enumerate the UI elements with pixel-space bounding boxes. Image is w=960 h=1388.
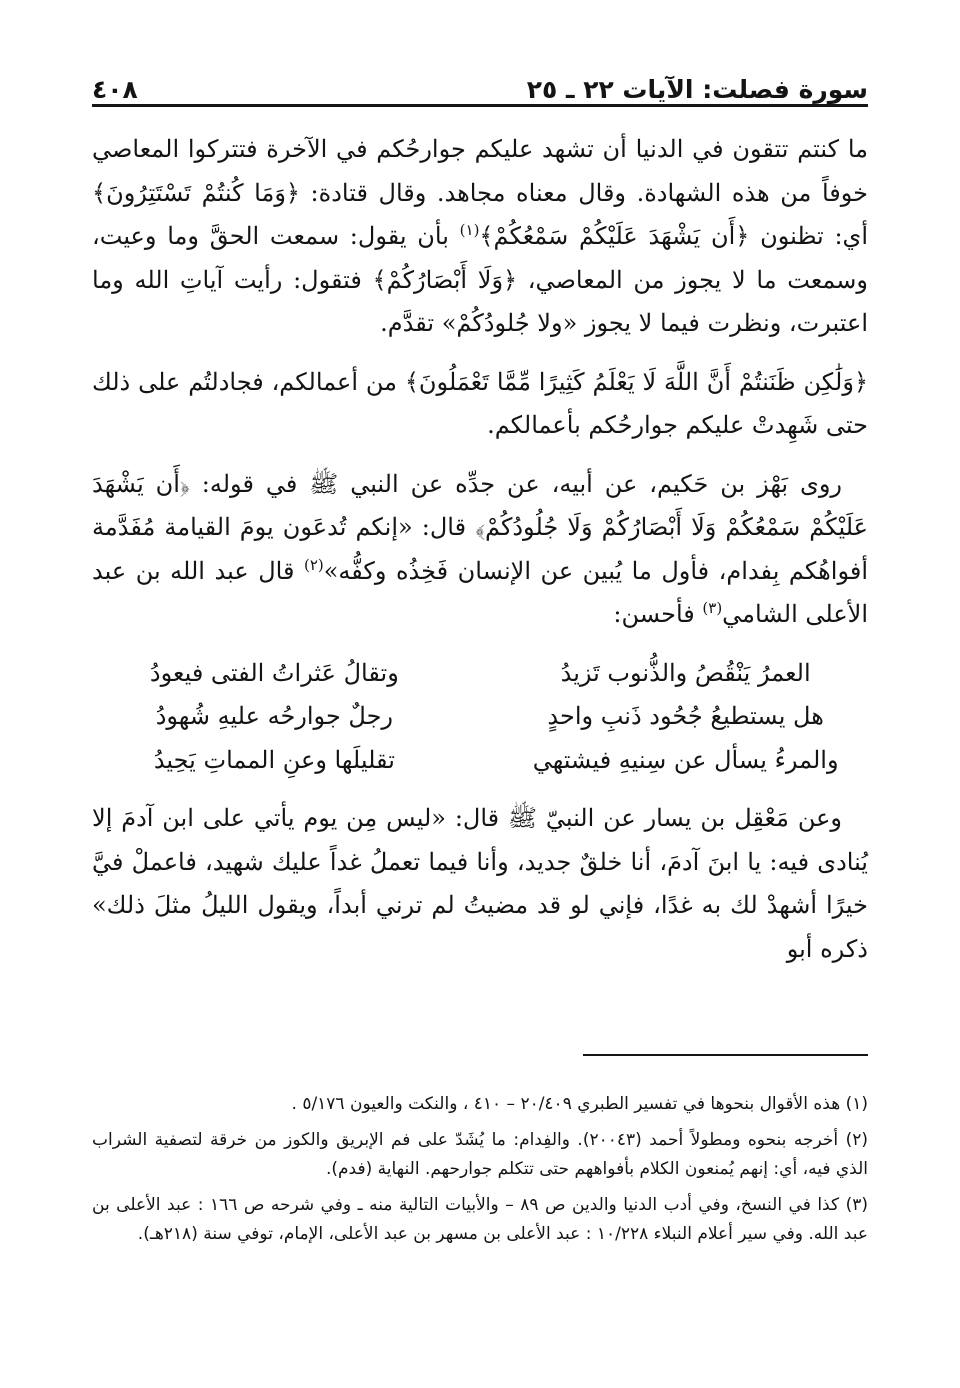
paragraph-1 (92, 128, 868, 346)
poem-verse (92, 652, 868, 696)
verse-right-hemistich: والمرءُ يسأل عن سِنيهِ فيشتهي (532, 745, 839, 774)
header-divider (92, 104, 868, 107)
footnote-ref-1: (١) (459, 221, 480, 239)
paragraph-1-continuation: بأن يقول: سمعت الحقَّ وما وعيت، وسمعت ما لا يجوز من المعاصي، ﴿وَلَا أَبْصَارُكُمْ﴾ فتقول: رأيت آياتِ الله وما اعتبرت، ونظرت فيما لا يجوز «ولا جُلودُكُمْ» تقدَّم. (92, 222, 868, 337)
footnote-2: (٢) أخرجه بنحوه ومطولاً أحمد (٢٠٠٤٣). والفِدام: ما يُشَدّ على فم الإبريق والكوز من خرقة لتصفية الشراب الذي فيه، أي: إنهم يُمنعون الكلام بأفواههم حتى تتكلم جوارحهم. النهاية (فدم). (92, 1129, 868, 1179)
paragraph-3-text: روى بَهْز بن حَكيم، عن أبيه، عن جدِّه عن النبي ﷺ في قوله: ﴿أَن يَشْهَدَ عَلَيْكُمْ سَمْعُكُمْ وَلَا أَبْصَارُكُمْ وَلَا جُلُودُكُمْ﴾ قال: «إنكم تُدعَون يومَ القيامة مُفَدَّمة أفواهُكم بِفدام، فأول ما يُبين عن الإنسان فَخِذُه وكفُّه» (92, 469, 868, 585)
footnote-ref-2: (٢) (303, 555, 324, 574)
paragraph-3-continuation: قال عبد الله بن عبد الأعلى الشامي (92, 556, 868, 628)
poem-verse (92, 739, 868, 783)
verse-left-hemistich: وتقالُ عَثراتُ الفتى فيعودُ (149, 658, 399, 687)
verse-right-hemistich: العمرُ يَنْقُصُ والذُّنوب تَزيدُ (560, 658, 811, 687)
footnote-1: (١) هذه الأقوال بنحوها في تفسير الطبري ٢٠/٤٠٩ – ٤١٠ ، والنكت والعيون ٥/١٧٦ . (291, 1094, 868, 1114)
page-header (92, 62, 868, 102)
paragraph-1-text: ما كنتم تتقون في الدنيا أن تشهد عليكم جوارحُكم في الآخرة فتتركوا المعاصي خوفاً من هذه الشهادة. وقال معناه مجاهد. وقال قتادة: ﴿وَمَا كُنتُمْ تَسْتَتِرُونَ﴾ أي: تظنون ﴿أَن يَشْهَدَ عَلَيْكُمْ سَمْعُكُمْ﴾ (92, 135, 868, 250)
verse-right-hemistich: هل يستطيعُ جُحُود ذَنبِ واحدٍ (547, 702, 824, 730)
page-number: ٤٠٨ (92, 75, 138, 104)
footnote-ref-3: (٣) (702, 599, 723, 617)
verse-left-hemistich: رجلٌ جوارحُه عليهِ شُهودُ (155, 702, 394, 730)
paragraph-2: ﴿وَلَٰكِن ظَنَنتُمْ أَنَّ اللَّهَ لَا يَعْلَمُ كَثِيرًا مِّمَّا تَعْمَلُونَ﴾ من أعمالكم، فجادلتُم على ذلك حتى شَهِدتْ عليكم جوارحُكم بأعمالكم. (92, 367, 868, 439)
paragraph-3 (92, 463, 868, 637)
main-text (92, 128, 868, 986)
running-title: سورة فصلت: الآيات ٢٢ ـ ٢٥ (526, 75, 868, 104)
footnotes (92, 1090, 868, 1256)
paragraph-3-end: فأحسن: (613, 600, 703, 628)
poem-verse (92, 695, 868, 739)
verse-left-hemistich: تقليلَها وعنِ المماتِ يَحِيدُ (153, 745, 395, 774)
poem (92, 652, 868, 783)
footnote-3: (٣) كذا في النسخ، وفي أدب الدنيا والدين ص ٨٩ – والأبيات التالية منه ـ وفي شرحه ص ١٦٦ : عبد الأعلى بن عبد الله. وفي سير أعلام النبلاء ١٠/٢٢٨ : عبد الأعلى بن مسهر بن عبد الأعلى، الإمام، توفي سنة (٢١٨هـ). (92, 1194, 868, 1244)
footnote-divider (583, 1054, 868, 1056)
paragraph-4: وعن مَعْقِل بن يسار عن النبيّ ﷺ قال: «ليس مِن يوم يأتي على ابن آدمَ إلا يُنادى فيه: يا ابنَ آدمَ، أنا خلقٌ جديد، وأنا فيما تعملُ غداً عليك شهيد، فاعملْ فيَّ خيرًا أشهدْ لك به غدًا، فإني لو قد مضيتُ لم ترني أبداً، ويقول الليلُ مثلَ ذلك» ذكره أبو (92, 804, 868, 963)
